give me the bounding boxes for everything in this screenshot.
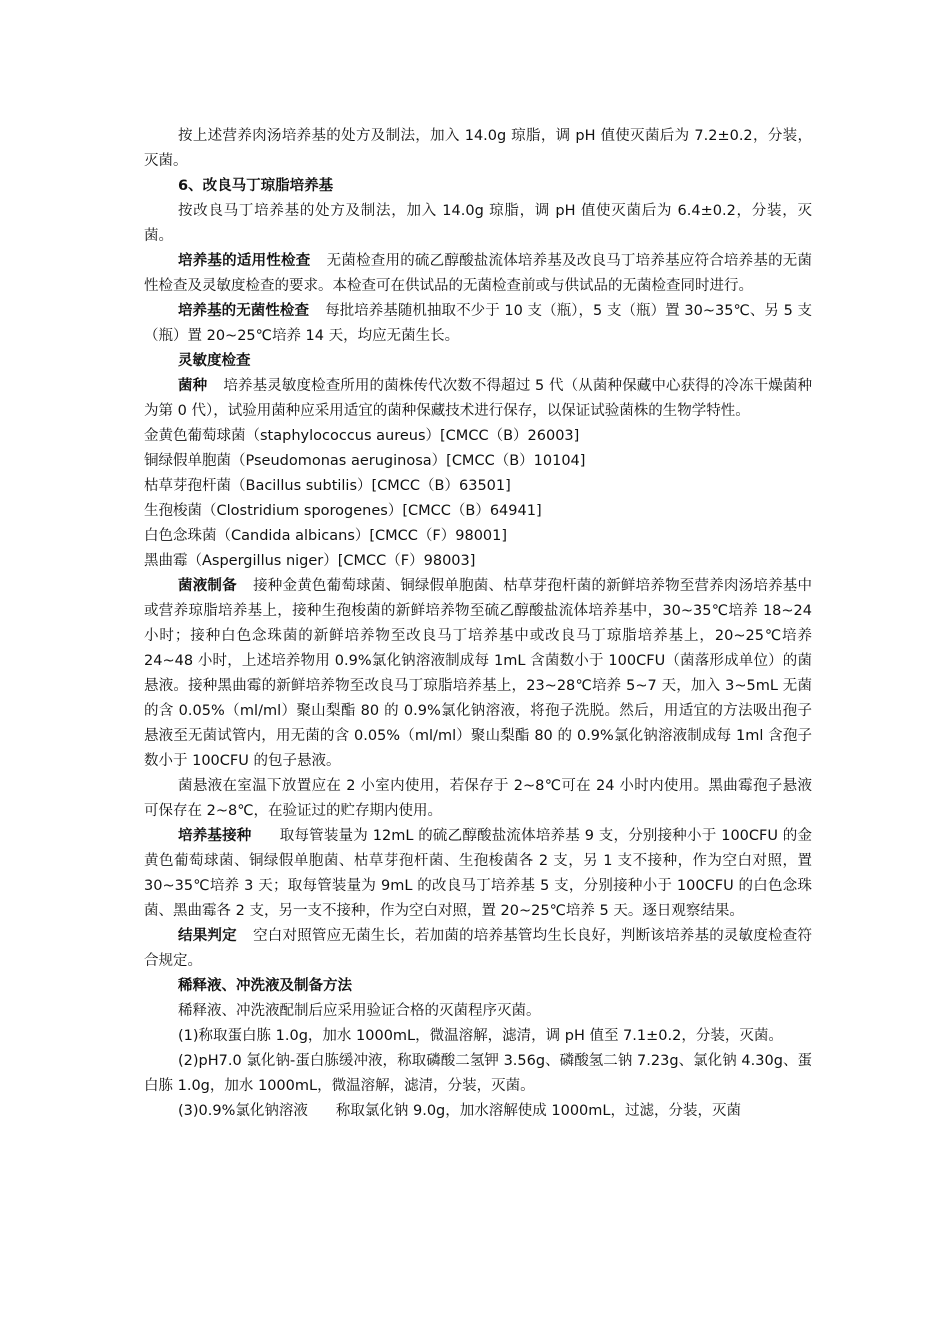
heading-suitability: 培养基的适用性检查 — [178, 253, 311, 269]
strain-item: 白色念珠菌（Candida albicans）[CMCC（F）98001] — [144, 528, 508, 544]
diluent-item-3-head: (3)0.9%氯化钠溶液 — [178, 1103, 308, 1119]
paragraph-sterility — [144, 299, 812, 349]
heading-judgement: 结果判定 — [178, 928, 237, 944]
heading-strains: 菌种 — [178, 378, 208, 394]
sterility-text: 每批培养基随机抽取不少于 10 支（瓶），5 支（瓶）置 30~35℃、另 5 支（瓶）置 20~25℃培养 14 天，均应无菌生长。 — [144, 303, 813, 344]
strain-item: 生孢梭菌（Clostridium sporogenes）[CMCC（B）64941] — [144, 503, 542, 519]
paragraph-suspension: 菌悬液在室温下放置应在 2 小室内使用，若保存于 2~8℃可在 24 小时内使用。黑曲霉孢子悬液可保存在 2~8℃，在验证过的贮存期内使用。 — [144, 778, 812, 819]
paragraph-strains — [144, 374, 812, 424]
paragraph-diluent: 稀释液、冲洗液配制后应采用验证合格的灭菌程序灭菌。 — [178, 1003, 541, 1019]
paragraph-preparation — [144, 574, 812, 774]
suitability-text: 无菌检查用的硫乙醇酸盐流体培养基及改良马丁培养基应符合培养基的无菌性检查及灵敏度检查的要求。本检查可在供试品的无菌检查前或与供试品的无菌检查同时进行。 — [144, 253, 813, 294]
document-body — [144, 124, 812, 1124]
heading-sensitivity: 灵敏度检查 — [178, 353, 251, 369]
strain-item: 黑曲霉（Aspergillus niger）[CMCC（F）98003] — [144, 553, 476, 569]
strains-text: 培养基灵敏度检查所用的菌株传代次数不得超过 5 代（从菌种保藏中心获得的冷冻干燥菌种为第 0 代），试验用菌种应采用适宜的菌种保藏技术进行保存，以保证试验菌株的生物学特性。 — [144, 378, 813, 419]
strain-item: 铜绿假单胞菌（Pseudomonas aeruginosa）[CMCC（B）10104] — [144, 453, 586, 469]
paragraph-judgement — [144, 924, 812, 974]
paragraph-agar-prep: 按上述营养肉汤培养基的处方及制法，加入 14.0g 琼脂，调 pH 值使灭菌后为 7.2±0.2，分装，灭菌。 — [144, 128, 812, 169]
diluent-item-1: (1)称取蛋白胨 1.0g，加水 1000mL，微温溶解，滤清，调 pH 值至 7.1±0.2，分装，灭菌。 — [178, 1028, 783, 1044]
diluent-item-2: (2)pH7.0 氯化钠-蛋白胨缓冲液，称取磷酸二氢钾 3.56g、磷酸氢二钠 7.23g、氯化钠 4.30g、蛋白胨 1.0g，加水 1000mL，微温溶解，滤清，分装，灭菌。 — [144, 1053, 812, 1094]
heading-inoculation: 培养基接种 — [178, 828, 252, 844]
paragraph-suitability — [144, 249, 812, 299]
preparation-text: 接种金黄色葡萄球菌、铜绿假单胞菌、枯草芽孢杆菌的新鲜培养物至营养肉汤培养基中或营养琼脂培养基上，接种生孢梭菌的新鲜培养物至硫乙醇酸盐流体培养基中，30~35℃培养 18~24 小时；接种白色念珠菌的新鲜培养物至改良马丁培养基中或改良马丁琼脂培养基上，20~25℃培养 24~48 小时，上述培养物用 0.9%氯化钠溶液制成每 1mL 含菌数小于 100CFU（菌落形成单位）的菌悬液。接种黑曲霉的新鲜培养物至改良马丁琼脂培养基上，23~28℃培养 5~7 天，加入 3~5mL 无菌的含 0.05%（ml/ml）聚山梨酯 80 的 0.9%氯化钠溶液，将孢子洗脱。然后，用适宜的方法吸出孢子悬液至无菌试管内，用无菌的含 0.05%（ml/ml）聚山梨酯 80 的 0.9%氯化钠溶液制成每 1ml 含孢子数小于 100CFU 的包子悬液。 — [144, 578, 812, 769]
paragraph-martin-agar: 按改良马丁培养基的处方及制法，加入 14.0g 琼脂，调 pH 值使灭菌后为 6.4±0.2，分装，灭菌。 — [144, 203, 812, 244]
inoculation-text: 取每管装量为 12mL 的硫乙醇酸盐流体培养基 9 支，分别接种小于 100CFU 的金黄色葡萄球菌、铜绿假单胞菌、枯草芽孢杆菌、生孢梭菌各 2 支，另 1 支不接种，作为空白对照，置 30~35℃培养 3 天；取每管装量为 9mL 的改良马丁培养基 5 支，分别接种小于 100CFU 的白色念珠菌、黑曲霉各 2 支，另一支不接种，作为空白对照，置 20~25℃培养 5 天。逐日观察结果。 — [144, 828, 812, 919]
diluent-item-3 — [144, 1099, 812, 1124]
paragraph-inoculation — [144, 824, 812, 924]
strain-item: 金黄色葡萄球菌（staphylococcus aureus）[CMCC（B）26003] — [144, 428, 580, 444]
diluent-item-3-text: 称取氯化钠 9.0g，加水溶解使成 1000mL，过滤，分装，灭菌 — [335, 1103, 741, 1119]
heading-preparation: 菌液制备 — [178, 578, 237, 594]
judgement-text: 空白对照管应无菌生长，若加菌的培养基管均生长良好，判断该培养基的灵敏度检查符合规定。 — [144, 928, 812, 969]
heading-sterility: 培养基的无菌性检查 — [178, 303, 310, 319]
strain-item: 枯草芽孢杆菌（Bacillus subtilis）[CMCC（B）63501] — [144, 478, 511, 494]
heading-martin-agar: 6、改良马丁琼脂培养基 — [178, 178, 334, 194]
heading-diluent: 稀释液、冲洗液及制备方法 — [178, 978, 352, 994]
